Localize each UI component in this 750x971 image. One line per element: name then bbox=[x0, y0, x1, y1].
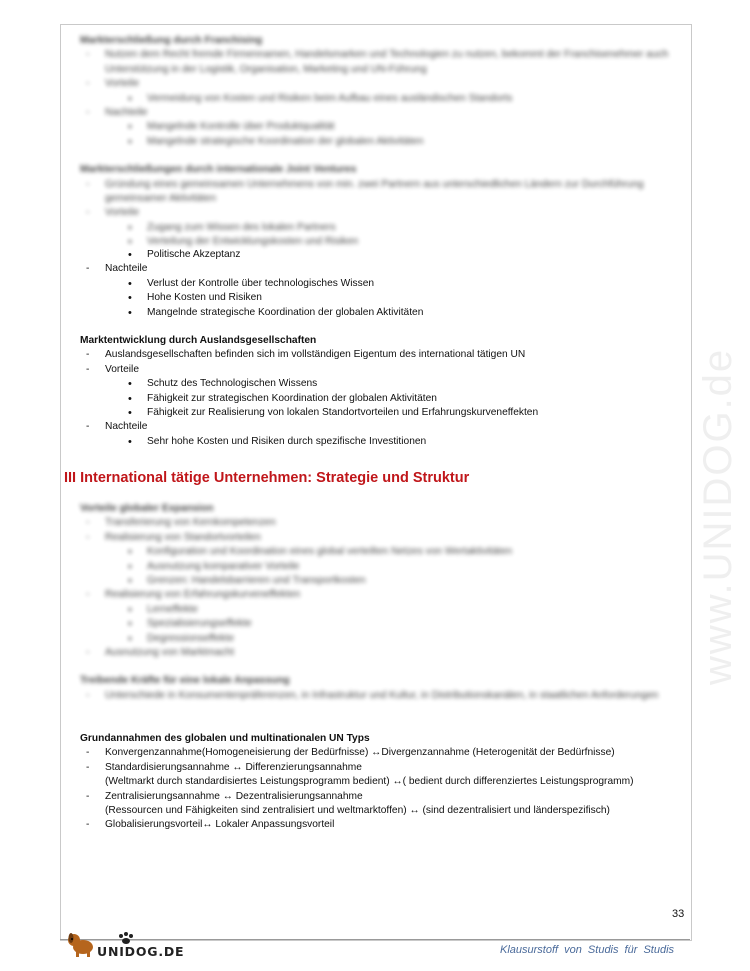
bullet-item: • Politische Akzeptanz bbox=[80, 248, 690, 262]
bullet-item: • Mangelnde strategische Koordination der globalen Aktivitäten bbox=[80, 306, 690, 320]
bullet-item: • Fähigkeit zur strategischen Koordination der globalen Aktivitäten bbox=[80, 392, 690, 406]
chapter-title: III International tätige Unternehmen: Strategie und Struktur bbox=[64, 470, 470, 486]
footer-tagline: Klausurstoff von Studis für Studis bbox=[500, 944, 675, 956]
list-item-continuation: (Ressourcen und Fähigkeiten sind zentralisiert und weltmarktoffen) ↔ (sind dezentralisiert und länderspezifisch) bbox=[105, 805, 610, 817]
bullet-item: • Fähigkeit zur Realisierung von lokalen Standortvorteilen und Erfahrungskurveneffekten bbox=[80, 406, 690, 420]
bullet-item: • Mangelnde Kontrolle über Produktqualität bbox=[80, 120, 690, 134]
blurred-top-section bbox=[80, 34, 690, 250]
list-item: - Gründung eines gemeinsamen Unternehmens von min. zwei Partnern aus unterschiedlichen Ländern zur Durchführung gemeinsamer Aktivitäten bbox=[80, 178, 690, 207]
list-item: - Realisierung von Standortvorteilen bbox=[80, 531, 690, 545]
bullet-item: • Grenzen: Handelsbarrieren und Transportkosten bbox=[80, 574, 690, 588]
list-item: - Nachteile bbox=[80, 262, 690, 276]
page-number: 33 bbox=[672, 908, 685, 920]
logo-wordmark: UNIDOG.DE bbox=[97, 944, 185, 959]
bullet-item: • Sehr hohe Kosten und Risiken durch spezifische Investitionen bbox=[80, 435, 690, 449]
bullet-item: • Degressionseffekte bbox=[80, 632, 690, 646]
watermark: www.UNIDOG.de bbox=[696, 347, 740, 685]
list-item: - Unterschiede in Konsumentenpräferenzen, in Infrastruktur und Kultur, in Distributionskanälen, in staatlichen Anforderungen bbox=[80, 689, 690, 703]
list-item: - Globalisierungsvorteil↔ Lokaler Anpassungsvorteil bbox=[80, 818, 690, 832]
section-heading: Markterschließung durch Franchising bbox=[80, 35, 263, 46]
bullet-item: • Verteilung der Entwicklungskosten und Risiken bbox=[80, 235, 690, 249]
list-item: - Realisierung von Erfahrungskurveneffekten bbox=[80, 588, 690, 602]
section-heading: Marktentwicklung durch Auslandsgesellschaften bbox=[80, 335, 317, 347]
bullet-item: • Zugang zum Wissen des lokalen Partners bbox=[80, 221, 690, 235]
bullet-item: • Konfiguration und Koordination eines global verteilten Netzes von Wertaktivitäten bbox=[80, 545, 690, 559]
list-item: - Auslandsgesellschaften befinden sich im vollständigen Eigentum des international tätigen UN bbox=[80, 348, 690, 362]
section-heading: Vorteile globaler Expansion bbox=[80, 503, 214, 514]
bullet-item: • Hohe Kosten und Risiken bbox=[80, 291, 690, 305]
bullet-item: • Mangelnde strategische Koordination der globalen Aktivitäten bbox=[80, 135, 690, 149]
list-item: - Ausnutzung von Marktmacht bbox=[80, 646, 690, 660]
bullet-item: • Spezialisierungseffekte bbox=[80, 617, 690, 631]
bullet-item: • Lerneffekte bbox=[80, 603, 690, 617]
bullet-item: • Schutz des Technologischen Wissens bbox=[80, 377, 690, 391]
list-item: - Nutzen dem Recht fremde Firmennamen, Handelsmarken und Technologien zu nutzen, bekommt der Franchisenehmer auch Unterstützung in der Logistik, Organisation, Marketing und UN-Führung bbox=[80, 48, 690, 77]
list-item: - Standardisierungsannahme ↔ Differenzierungsannahme bbox=[80, 761, 690, 775]
bullet-item: • Ausnutzung komparativer Vorteile bbox=[80, 560, 690, 574]
list-item: - Konvergenzannahme(Homogeneisierung der Bedürfnisse) ↔Divergenzannahme (Heterogenität der Bedürfnisse) bbox=[80, 746, 690, 760]
sharp-bottom-section bbox=[80, 732, 690, 833]
list-item: - Vorteile bbox=[80, 206, 690, 220]
bullet-item: • Vermeidung von Kosten und Risiken beim Aufbau eines ausländischen Standorts bbox=[80, 92, 690, 106]
list-item: - Vorteile bbox=[80, 363, 690, 377]
section-heading: Grundannahmen des globalen und multinationalen UN Typs bbox=[80, 733, 370, 744]
bullet-item: • Verlust der Kontrolle über technologisches Wissen bbox=[80, 277, 690, 291]
blurred-lower-section bbox=[80, 502, 690, 703]
section-heading: Treibende Kräfte für eine lokale Anpassung bbox=[80, 675, 290, 687]
list-item: - Nachteile bbox=[80, 420, 690, 434]
list-item: - Zentralisierungsannahme ↔ Dezentralisierungsannahme bbox=[80, 790, 690, 804]
list-item: - Transferierung von Kernkompetenzen bbox=[80, 516, 690, 530]
list-item: - Vorteile bbox=[80, 77, 690, 91]
list-item: - Nachteile bbox=[80, 106, 690, 120]
list-item-continuation: (Weltmarkt durch standardisiertes Leistungsprogramm bedient) ↔( bedient durch differenziertes Leistungsprogramm) bbox=[105, 776, 634, 788]
sharp-middle-section bbox=[80, 248, 690, 449]
section-heading: Markterschließungen durch internationale Joint Ventures bbox=[80, 164, 357, 176]
